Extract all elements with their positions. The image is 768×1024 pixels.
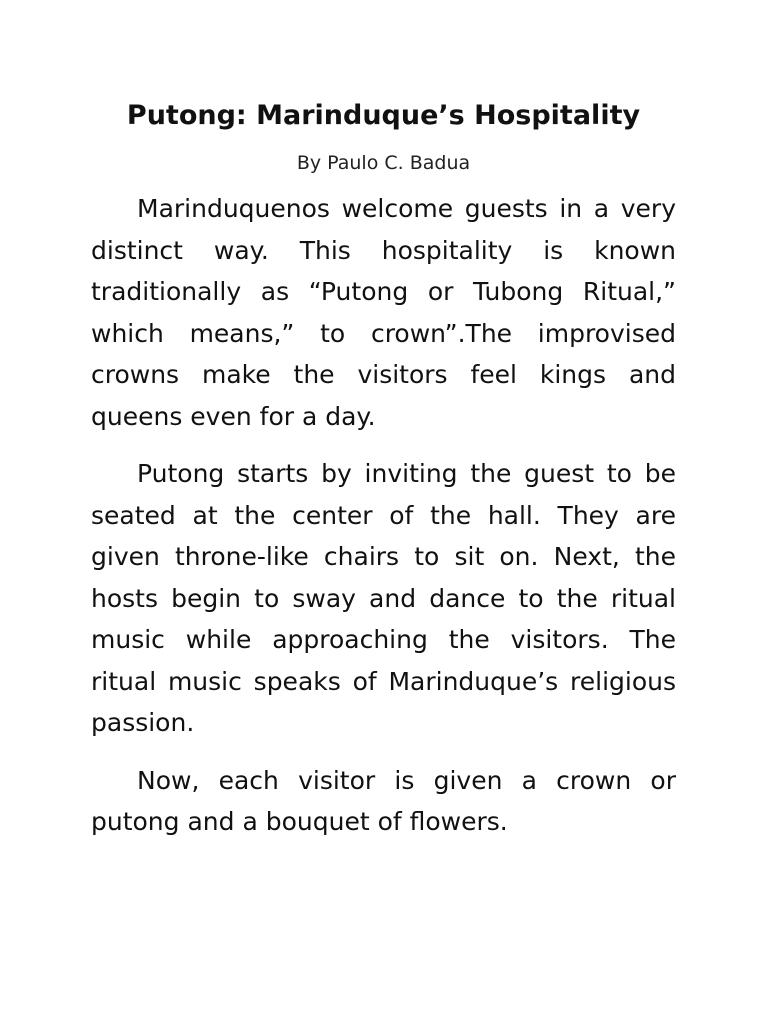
paragraph-1: Marinduquenos welcome guests in a very distinct way. This hospitality is known traditionally as “Putong or Tubong Ritual,” which means,” to crown”.The improvised crowns make the visitors feel kings and queens even for a day.: [91, 194, 676, 431]
paragraph-3: Now, each visitor is given a crown or putong and a bouquet of flowers.: [91, 765, 676, 836]
paragraph-2: Putong starts by inviting the guest to be seated at the center of the hall. They are given throne-like chairs to sit on. Next, the hosts begin to sway and dance to the ritual music while approaching the visitors. The ritual music speaks of Marinduque’s religious passion.: [91, 459, 676, 737]
document-title: Putong: Marinduque’s Hospitality: [126, 100, 641, 131]
author-byline: By Paulo C. Badua: [296, 152, 471, 174]
